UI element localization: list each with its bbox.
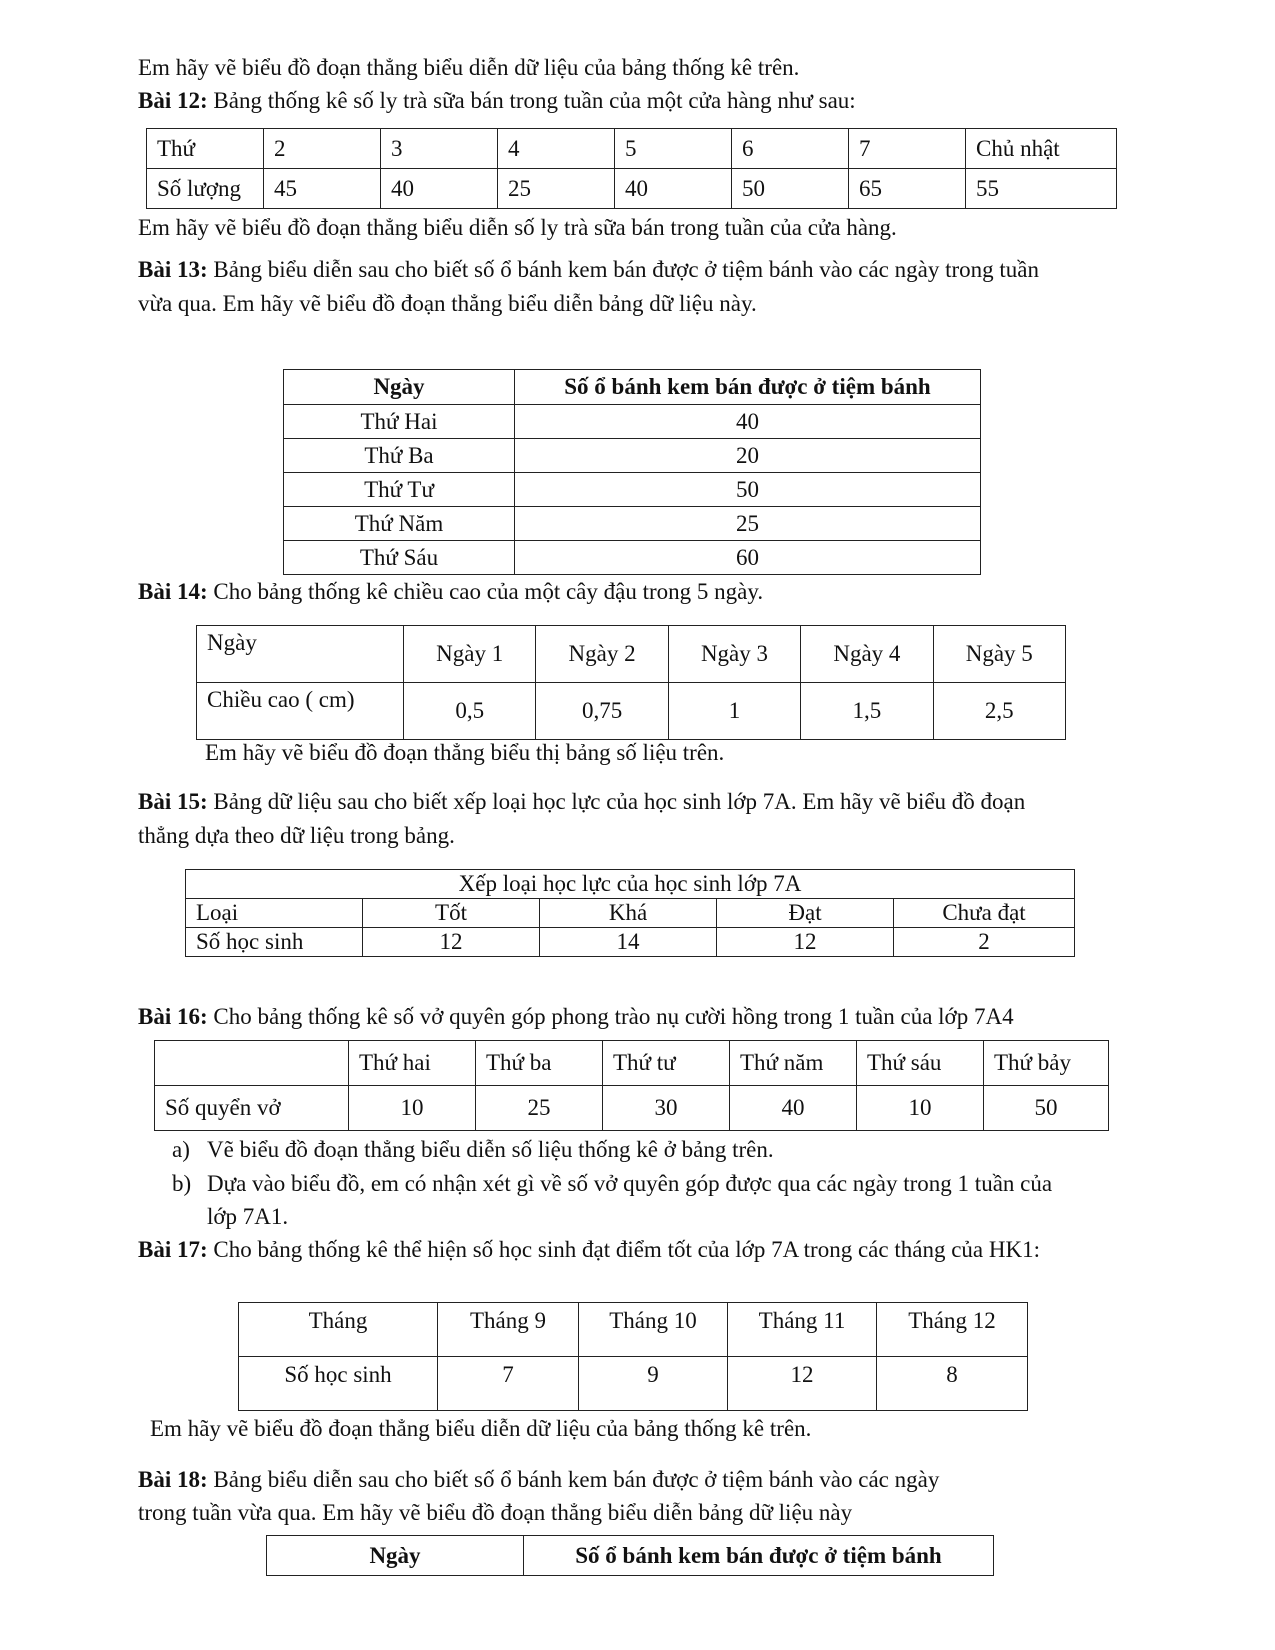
b17-label: Bài 17:: [138, 1237, 208, 1262]
table-cell: Thứ Ba: [284, 439, 515, 473]
table-cell: 12: [363, 928, 540, 957]
table-cell: 0,5: [404, 683, 536, 740]
b18-heading: [138, 1464, 939, 1496]
b16-table: [154, 1040, 1109, 1131]
table-cell: 3: [381, 129, 498, 169]
b13-label: Bài 13:: [138, 257, 208, 282]
table-cell: 20: [515, 439, 981, 473]
table-cell: 40: [615, 169, 732, 209]
table-cell: 12: [717, 928, 894, 957]
b15-label: Bài 15:: [138, 789, 208, 814]
b13-text1: Bảng biểu diễn sau cho biết số ổ bánh kem bán được ở tiệm bánh vào các ngày trong tuần: [207, 257, 1039, 282]
table-row: [284, 405, 981, 439]
table-row: [284, 541, 981, 575]
table-cell: 2: [264, 129, 381, 169]
table-cell: 1,5: [801, 683, 933, 740]
table-row: [267, 1536, 994, 1576]
b18-text2: trong tuần vừa qua. Em hãy vẽ biểu đồ đoạn thẳng biểu diễn bảng dữ liệu này: [138, 1500, 853, 1525]
table-cell: 45: [264, 169, 381, 209]
b16-item-b-cont: lớp 7A1.: [207, 1204, 289, 1229]
table-cell: 5: [615, 129, 732, 169]
b18-text1: Bảng biểu diễn sau cho biết số ổ bánh kem bán được ở tiệm bánh vào các ngày: [207, 1467, 940, 1492]
table-cell: Ngày 5: [933, 626, 1065, 683]
table-row: [197, 626, 1066, 683]
b15-table: [185, 869, 1075, 957]
table-cell: 55: [966, 169, 1117, 209]
b17-heading: [138, 1234, 1040, 1266]
table-cell: Số học sinh: [239, 1357, 438, 1411]
table-cell: 2: [894, 928, 1075, 957]
table-row: [284, 370, 981, 405]
table-cell: Thứ bảy: [984, 1041, 1109, 1086]
table-cell: Thứ hai: [349, 1041, 476, 1086]
table-cell: Thứ Hai: [284, 405, 515, 439]
table-header-cell: Ngày: [267, 1536, 524, 1576]
b15-heading: [138, 786, 1025, 818]
table-cell: 50: [732, 169, 849, 209]
b16-heading: [138, 1001, 1014, 1033]
table-cell: 10: [349, 1086, 476, 1131]
table-cell: Số lượng: [147, 169, 264, 209]
table-cell: 25: [498, 169, 615, 209]
table-cell: 50: [984, 1086, 1109, 1131]
table-cell: 10: [857, 1086, 984, 1131]
table-row: [239, 1357, 1028, 1411]
table-row: [147, 169, 1117, 209]
table-cell: 40: [515, 405, 981, 439]
table-cell: 4: [498, 129, 615, 169]
b16-text: Cho bảng thống kê số vở quyên góp phong trào nụ cười hồng trong 1 tuần của lớp 7A4: [207, 1004, 1014, 1029]
table-cell: 40: [730, 1086, 857, 1131]
table-cell: Tháng: [239, 1303, 438, 1357]
b14-text: Cho bảng thống kê chiều cao của một cây đậu trong 5 ngày.: [207, 579, 764, 604]
table-cell: Tốt: [363, 899, 540, 928]
b12-heading: [138, 85, 856, 117]
table-cell: 12: [728, 1357, 877, 1411]
b17-after: Em hãy vẽ biểu đồ đoạn thẳng biểu diễn dữ liệu của bảng thống kê trên.: [150, 1416, 812, 1441]
table-cell: Thứ tư: [603, 1041, 730, 1086]
table-row: [284, 439, 981, 473]
b14-label: Bài 14:: [138, 579, 208, 604]
table-row: [284, 473, 981, 507]
b17-text: Cho bảng thống kê thể hiện số học sinh đạt điểm tốt của lớp 7A trong các tháng của HK1:: [207, 1237, 1040, 1262]
table-cell: Tháng 9: [438, 1303, 579, 1357]
table-header-cell: Số ổ bánh kem bán được ở tiệm bánh: [524, 1536, 994, 1576]
table-cell: Ngày 1: [404, 626, 536, 683]
b14-heading: [138, 576, 763, 608]
b13-text2: vừa qua. Em hãy vẽ biểu đồ đoạn thẳng biểu diễn bảng dữ liệu này.: [138, 291, 757, 316]
table-row: [155, 1041, 1109, 1086]
table-cell: Đạt: [717, 899, 894, 928]
b18-table: [266, 1535, 994, 1576]
table-cell: 25: [515, 507, 981, 541]
table-cell: 9: [579, 1357, 728, 1411]
table-cell: 60: [515, 541, 981, 575]
table-cell: Thứ Năm: [284, 507, 515, 541]
table-cell: Chiều cao ( cm): [197, 683, 404, 740]
table-cell: Tháng 11: [728, 1303, 877, 1357]
b12-text: Bảng thống kê số ly trà sữa bán trong tuần của một cửa hàng như sau:: [207, 88, 856, 113]
table-cell: Tháng 10: [579, 1303, 728, 1357]
b17-table: [238, 1302, 1028, 1411]
table-cell: Khá: [540, 899, 717, 928]
list-marker: a): [172, 1137, 190, 1162]
b15-text2: thẳng dựa theo dữ liệu trong bảng.: [138, 823, 455, 848]
table-cell: 30: [603, 1086, 730, 1131]
table-cell: Thứ năm: [730, 1041, 857, 1086]
table-row: [239, 1303, 1028, 1357]
table-cell: 1: [668, 683, 800, 740]
intro-line: Em hãy vẽ biểu đồ đoạn thẳng biểu diễn dữ liệu của bảng thống kê trên.: [138, 55, 800, 80]
table-row: [197, 683, 1066, 740]
table-cell: Thứ Sáu: [284, 541, 515, 575]
table-row: [186, 928, 1075, 957]
b13-heading: [138, 254, 1039, 286]
table-cell: Số học sinh: [186, 928, 363, 957]
table-cell: Chủ nhật: [966, 129, 1117, 169]
table-cell: 50: [515, 473, 981, 507]
table-header-cell: Ngày: [284, 370, 515, 405]
table-cell: 0,75: [536, 683, 668, 740]
table-cell: 14: [540, 928, 717, 957]
list-marker: b): [172, 1171, 192, 1196]
table-cell: 25: [476, 1086, 603, 1131]
b13-table: [283, 369, 981, 575]
table-cell: [155, 1041, 349, 1086]
table-row: [147, 129, 1117, 169]
table-row: [186, 870, 1075, 899]
table-cell: 7: [849, 129, 966, 169]
b16-label: Bài 16:: [138, 1004, 208, 1029]
table-cell: 40: [381, 169, 498, 209]
table-caption: Xếp loại học lực của học sinh lớp 7A: [186, 870, 1075, 899]
b14-after: Em hãy vẽ biểu đồ đoạn thẳng biểu thị bảng số liệu trên.: [205, 740, 725, 765]
table-cell: 65: [849, 169, 966, 209]
b15-text1: Bảng dữ liệu sau cho biết xếp loại học lực của học sinh lớp 7A. Em hãy vẽ biểu đồ đoạn: [207, 789, 1026, 814]
table-cell: Thứ Tư: [284, 473, 515, 507]
b12-after: Em hãy vẽ biểu đồ đoạn thẳng biểu diễn số ly trà sữa bán trong tuần của cửa hàng.: [138, 215, 897, 240]
list-text: Vẽ biểu đồ đoạn thẳng biểu diễn số liệu thống kê ở bảng trên.: [207, 1137, 774, 1162]
table-cell: 8: [877, 1357, 1028, 1411]
b12-label: Bài 12:: [138, 88, 208, 113]
table-cell: Ngày 3: [668, 626, 800, 683]
table-cell: 2,5: [933, 683, 1065, 740]
table-cell: Thứ: [147, 129, 264, 169]
table-cell: Thứ sáu: [857, 1041, 984, 1086]
b14-table: [196, 625, 1066, 740]
table-cell: Số quyển vở: [155, 1086, 349, 1131]
table-cell: Ngày 2: [536, 626, 668, 683]
table-row: [284, 507, 981, 541]
table-cell: Ngày: [197, 626, 404, 683]
table-row: [155, 1086, 1109, 1131]
table-header-cell: Số ổ bánh kem bán được ở tiệm bánh: [515, 370, 981, 405]
table-cell: 7: [438, 1357, 579, 1411]
table-cell: Tháng 12: [877, 1303, 1028, 1357]
b12-table: [146, 128, 1117, 209]
table-row: [186, 899, 1075, 928]
table-cell: Loại: [186, 899, 363, 928]
list-text: Dựa vào biểu đồ, em có nhận xét gì về số vở quyên góp được qua các ngày trong 1 tuần của: [207, 1171, 1053, 1196]
table-cell: 6: [732, 129, 849, 169]
table-cell: Ngày 4: [801, 626, 933, 683]
table-cell: Thứ ba: [476, 1041, 603, 1086]
table-cell: Chưa đạt: [894, 899, 1075, 928]
b18-label: Bài 18:: [138, 1467, 208, 1492]
